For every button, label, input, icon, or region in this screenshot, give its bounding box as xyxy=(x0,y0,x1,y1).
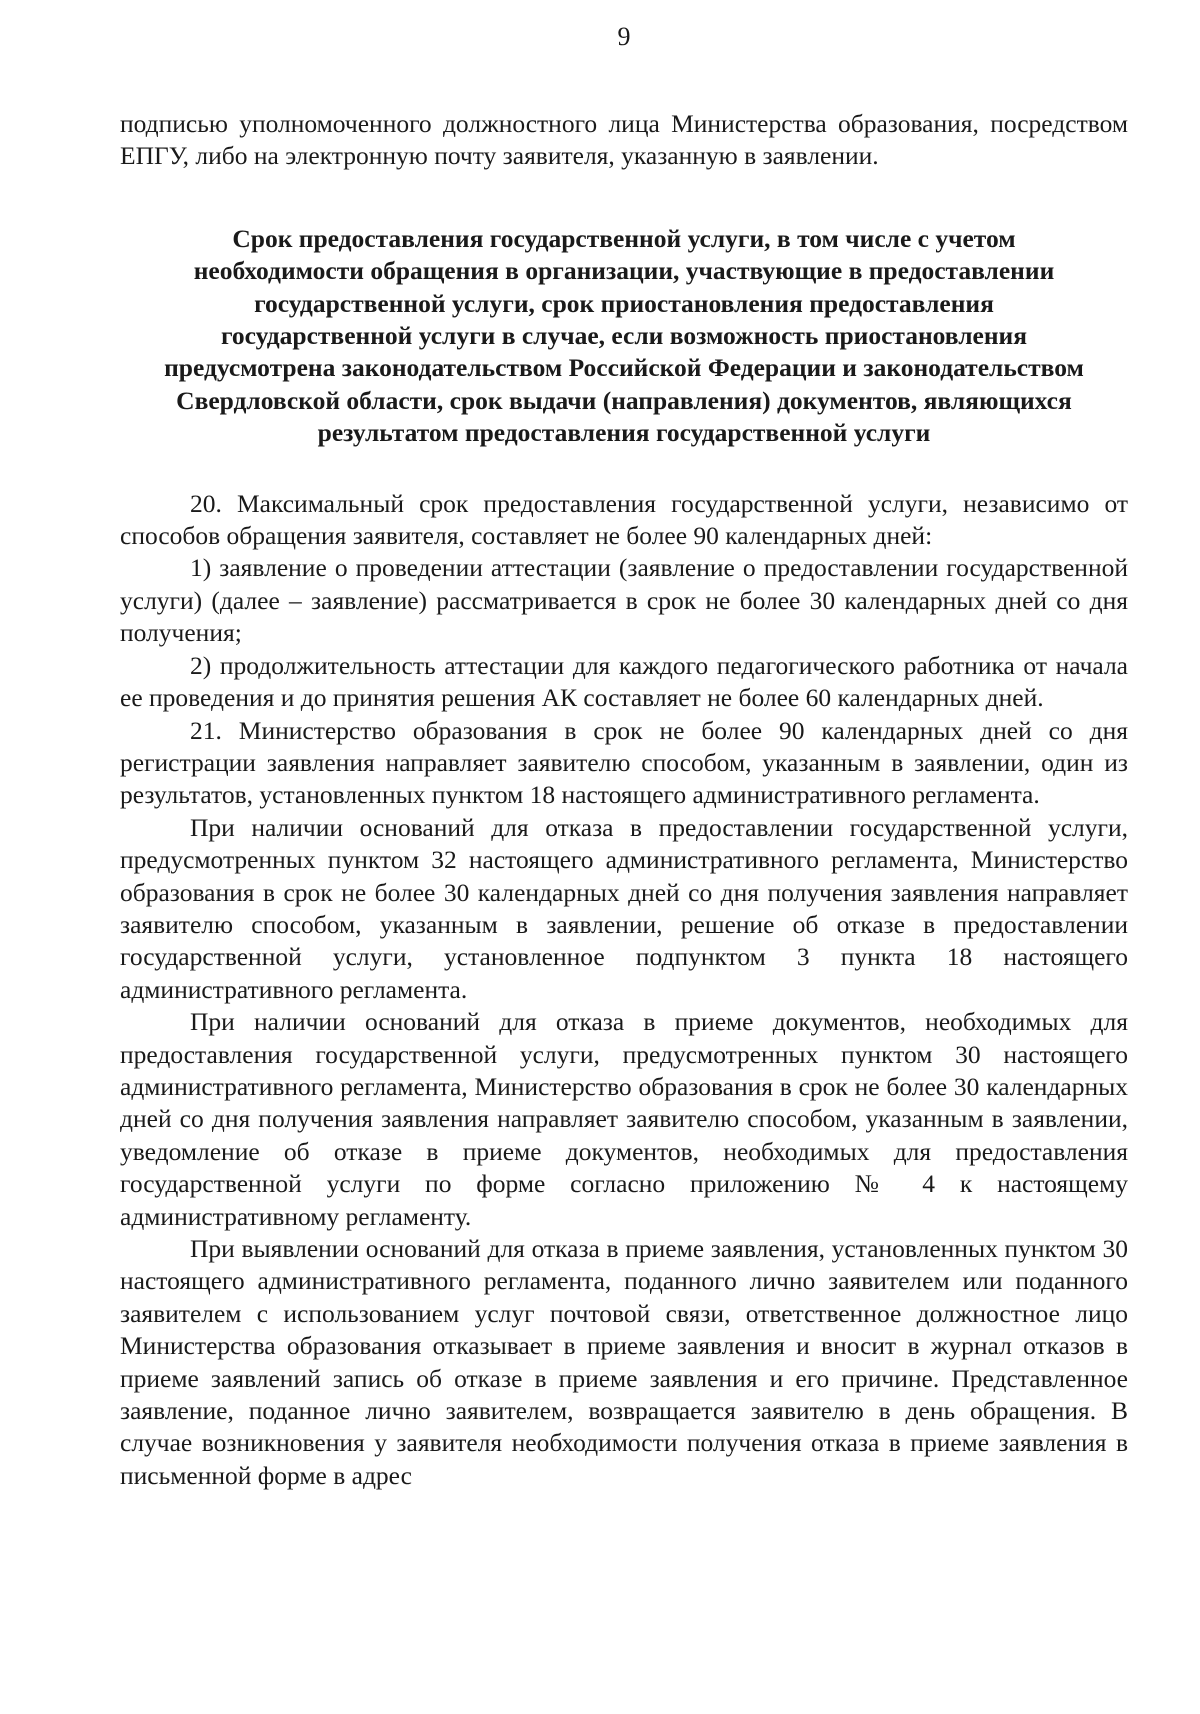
paragraph-refusal-documents: При наличии оснований для отказа в приеме документов, необходимых для предоставления государственной услуги, предусмотренных пунктом 30 настоящего административного регламента, Министерство образования в срок не более 30 календарных дней со дня получения заявления направляет заявителю способом, указанным в заявлении, уведомление об отказе в приеме документов, необходимых для предоставления государственной услуги по форме согласно приложению № 4 к настоящему административному регламенту. xyxy=(120,1007,1128,1231)
paragraph-refusal-application: При выявлении оснований для отказа в приеме заявления, установленных пунктом 30 настоящего административного регламента, поданного лично заявителем или поданного заявителем с использованием услуг почтовой связи, ответственное должностное лицо Министерства образования отказывает в приеме заявления и вносит в журнал отказов в приеме заявлений запись об отказе в приеме заявления и его причине. Представленное заявление, поданное лично заявителем, возвращается заявителю в день обращения. В случае возникновения у заявителя необходимости получения отказа в приеме заявления в письменной форме в адрес xyxy=(120,1234,1128,1490)
lead-paragraph: подписью уполномоченного должностного лица Министерства образования, посредством ЕПГУ, либо на электронную почту заявителя, указанную в заявлении. xyxy=(120,109,1128,171)
paragraph-20: 20. Максимальный срок предоставления государственной услуги, независимо от способов обращения заявителя, составляет не более 90 календарных дней: xyxy=(120,488,1128,551)
document-page xyxy=(120,0,1128,1714)
page-content xyxy=(120,108,1128,1492)
paragraph-20-item-1: 1) заявление о проведении аттестации (заявление о предоставлении государственной услуги) (далее – заявление) рассматривается в срок не более 30 календарных дней со дня получения; xyxy=(120,553,1128,648)
paragraph-refusal-service: При наличии оснований для отказа в предоставлении государственной услуги, предусмотренных пунктом 32 настоящего административного регламента, Министерство образования в срок не более 30 календарных дней со дня получения заявления направляет заявителю способом, указанным в заявлении, решение об отказе в предоставлении государственной услуги, установленное подпунктом 3 пункта 18 настоящего административного регламента. xyxy=(120,812,1128,1004)
page-number: 9 xyxy=(617,22,631,51)
paragraph-21: 21. Министерство образования в срок не более 90 календарных дней со дня регистрации заявления направляет заявителю способом, указанным в заявлении, один из результатов, установленных пунктом 18 настоящего административного регламента. xyxy=(120,715,1128,810)
paragraph-20-item-2: 2) продолжительность аттестации для каждого педагогического работника от начала ее проведения и до принятия решения АК составляет не более 60 календарных дней. xyxy=(120,650,1128,713)
section-heading: Срок предоставления государственной услуги, в том числе с учетом необходимости обращения в организации, участвующие в предоставлении государственной услуги, срок приостановления предоставления государственной услуги в случае, если возможность приостановления предусмотрена законодательством Российской Федерации и законодательством Свердловской области, срок выдачи (направления) документов, являющихся результатом предоставления государственной услуги xyxy=(164,223,1084,448)
